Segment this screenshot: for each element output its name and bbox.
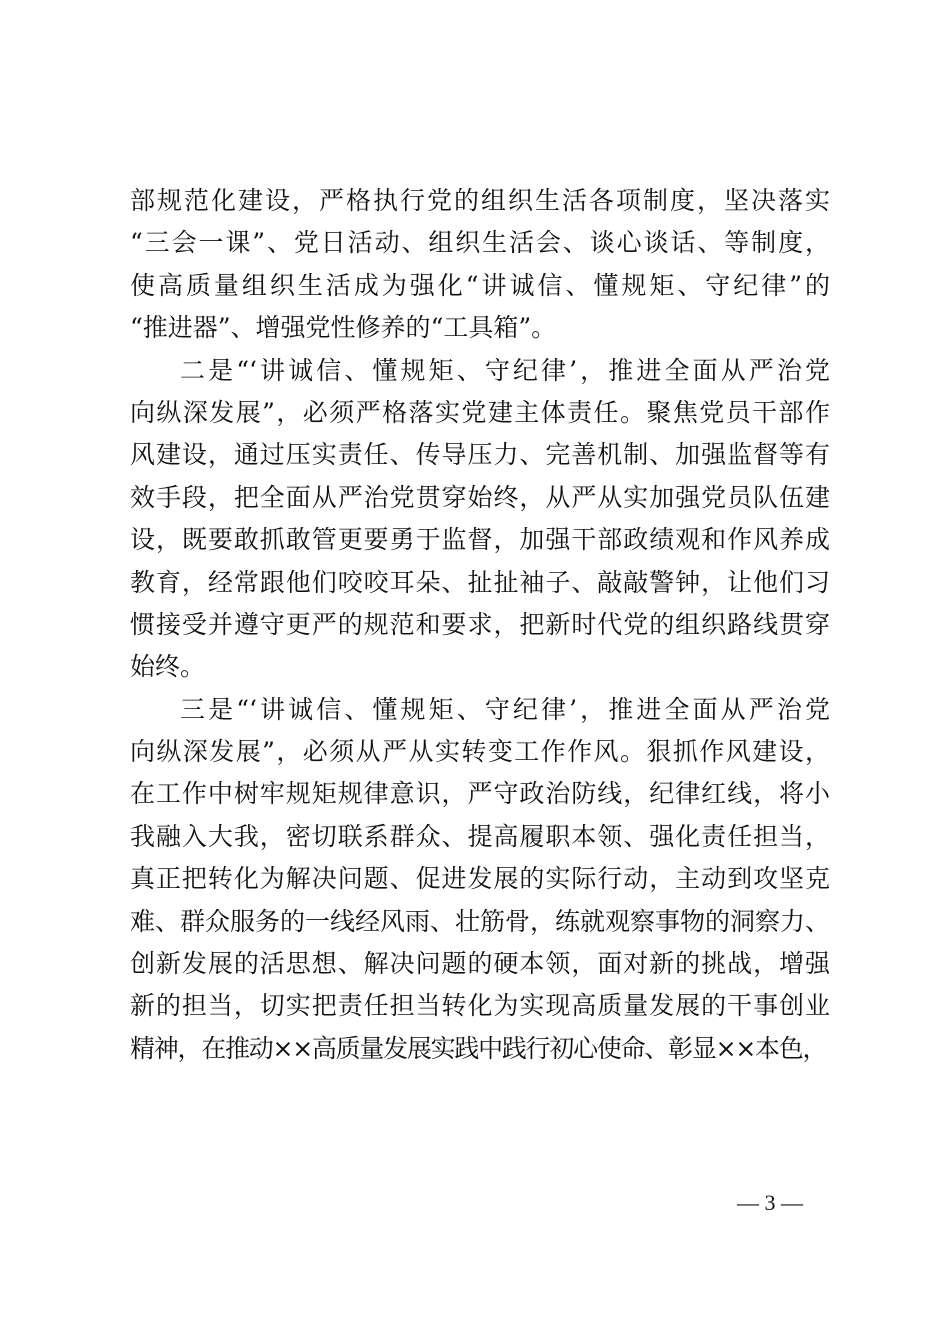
paragraph-3 bbox=[130, 689, 830, 1071]
text-line: 向纵深发展”，必须从严从实转变工作作风。狠抓作风建设， bbox=[130, 737, 830, 767]
text-line: “三会一课”、党日活动、组织生活会、谈心谈话、等制度， bbox=[130, 228, 830, 258]
text-line: 始终。 bbox=[130, 652, 206, 682]
text-line: 创新发展的活思想、解决问题的硬本领，面对新的挑战，增强 bbox=[130, 949, 830, 979]
text-line: 精神，在推动××高质量发展实践中践行初心使命、彰显××本色， bbox=[130, 1033, 827, 1063]
text-line: 设，既要敢抓敢管更要勇于监督，加强干部政绩观和作风养成 bbox=[130, 525, 830, 555]
paragraph-2 bbox=[130, 350, 830, 689]
text-line: 使高质量组织生活成为强化“讲诚信、懂规矩、守纪律”的 bbox=[130, 270, 830, 300]
text-line: 风建设，通过压实责任、传导压力、完善机制、加强监督等有 bbox=[130, 440, 830, 470]
text-line: 效手段，把全面从严治党贯穿始终，从严从实加强党员队伍建 bbox=[130, 482, 830, 512]
text-line: 三是“‘讲诚信、懂规矩、守纪律’，推进全面从严治党 bbox=[180, 694, 830, 724]
text-line: “推进器”、增强党性修养的“工具箱”。 bbox=[130, 313, 557, 343]
text-line: 惯接受并遵守更严的规范和要求，把新时代党的组织路线贯穿 bbox=[130, 609, 830, 639]
text-line: 新的担当，切实把责任担当转化为实现高质量发展的干事创业 bbox=[130, 991, 830, 1021]
text-line: 我融入大我，密切联系群众、提高履职本领、强化责任担当， bbox=[130, 821, 830, 851]
page-number: — 3 — bbox=[737, 1190, 803, 1215]
document-body bbox=[130, 180, 830, 1070]
text-line: 部规范化建设，严格执行党的组织生活各项制度，坚决落实 bbox=[130, 186, 830, 215]
text-line: 向纵深发展”，必须严格落实党建主体责任。聚焦党员干部作 bbox=[130, 397, 830, 427]
text-line: 教育，经常跟他们咬咬耳朵、扯扯袖子、敲敲警钟，让他们习 bbox=[130, 567, 830, 597]
text-line: 在工作中树牢规矩规律意识，严守政治防线，纪律红线，将小 bbox=[130, 779, 830, 809]
text-line: 二是“‘讲诚信、懂规矩、守纪律’，推进全面从严治党 bbox=[180, 355, 830, 385]
paragraph-1 bbox=[130, 180, 830, 350]
text-line: 真正把转化为解决问题、促进发展的实际行动，主动到攻坚克 bbox=[130, 864, 830, 894]
text-line: 难、群众服务的一线经风雨、壮筋骨，练就观察事物的洞察力、 bbox=[130, 906, 831, 936]
